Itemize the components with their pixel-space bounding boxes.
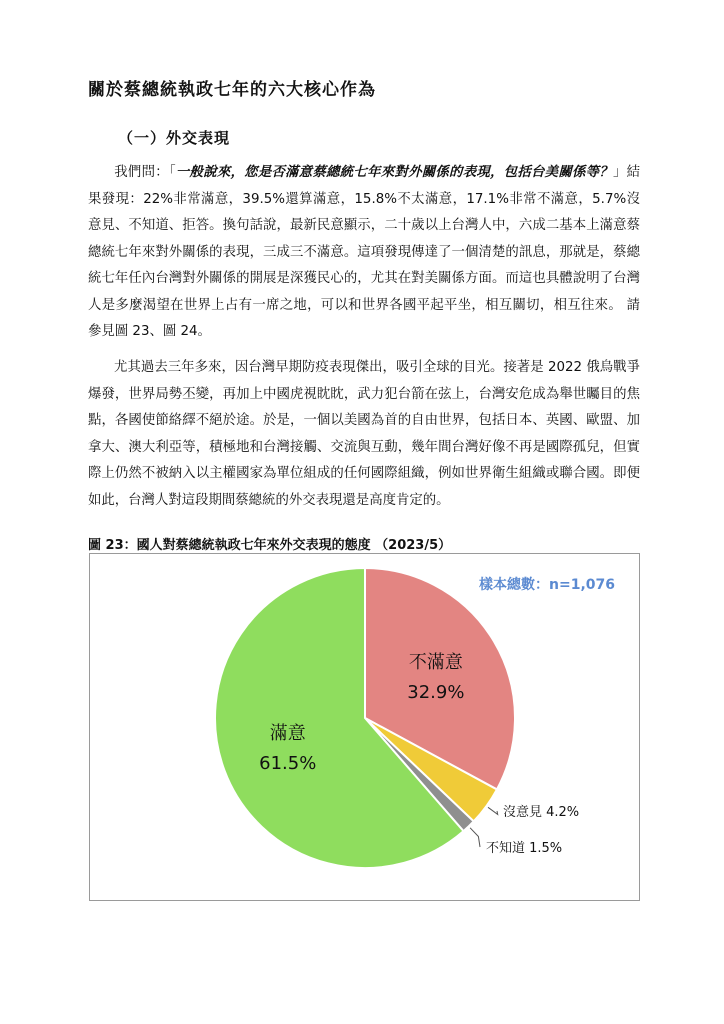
leader-line-2 [470, 828, 480, 847]
leader-line-1 [488, 807, 498, 814]
paragraph-1-body: 」結果發現：22%非常滿意，39.5%還算滿意，15.8%不太滿意，17.1%非常不滿意，5.7%沒意見、不知道、拒答。換句話說，最新民意顯示，二十歲以上台灣人中，六成二基本上滿意蔡總統七年來對外關係的表現，三成三不滿意。這項發現傳達了一個清楚的訊息，那就是，蔡總統七年任內台灣對外關係的開展是深獲民心的，尤其在對美關係方面。而這也具體說明了台灣人是多麼渴望在世界上占有一席之地，可以和世界各國平起平坐，相互關切，相互往來。 請參見圖 23、圖 24。 [88, 165, 641, 339]
survey-question: 一般說來，您是否滿意蔡總統七年來對外關係的表現，包括台美關係等？ [175, 165, 613, 180]
section-heading: 關於蔡總統執政七年的六大核心作為 [88, 80, 376, 100]
slice-label-3: 滿意 [269, 722, 306, 744]
sample-size-note: 樣本總數：n=1,076 [479, 577, 615, 593]
paragraph-2-text: 尤其過去三年多來，因台灣早期防疫表現傑出，吸引全球的目光。接著是 2022 俄烏戰爭爆發，世界局勢丕變，再加上中國虎視眈眈，武力犯台箭在弦上，台灣安危成為舉世矚目的焦點，各國使節絡繹不絕於途。於是，一個以美國為首的自由世界，包括日本、英國、歐盟、加拿大、澳大利亞等，積極地和台灣接觸、交流與互動，幾年間台灣好像不再是國際孤兒，但實際上仍然不被納入以主權國家為單位組成的任何國際組織，例如世界衛生組織或聯合國。即便如此，台灣人對這段期間蔡總統的外交表現還是高度肯定的。 [88, 360, 640, 508]
paragraph-2 [88, 355, 640, 514]
pie-chart [90, 554, 639, 900]
slice-value-3: 61.5% [259, 752, 317, 774]
subsection-heading: （一）外交表現 [118, 129, 231, 147]
slice-value-0: 32.9% [407, 681, 465, 703]
paragraph-1 [88, 160, 640, 346]
slice-label-1: 沒意見 4.2% [503, 805, 580, 820]
figure-caption: 圖 23：國人對蔡總統執政七年來外交表現的態度 （2023/5） [88, 538, 452, 553]
slice-label-2: 不知道 1.5% [486, 841, 563, 856]
pie-chart-frame [89, 553, 640, 901]
paragraph-1-lead: 我們問：「 [114, 165, 176, 180]
slice-label-0: 不滿意 [408, 651, 463, 673]
